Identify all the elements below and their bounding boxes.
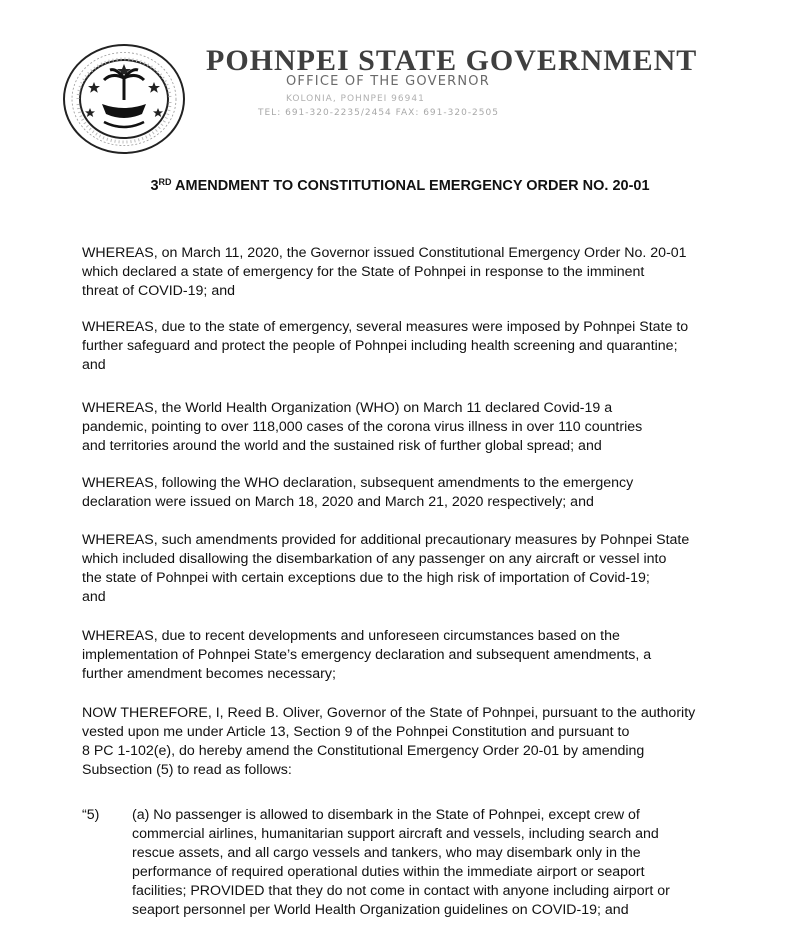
subsection-number: “5)	[82, 807, 100, 823]
whereas-paragraph-6	[82, 627, 732, 684]
subsection-line: (a) No passenger is allowed to disembark in the State of Pohnpei, except crew of	[132, 807, 640, 823]
letterhead-office: OFFICE OF THE GOVERNOR	[286, 74, 490, 89]
paragraph-line: vested upon me under Article 13, Section 9 of the Pohnpei Constitution and pursuant to	[82, 724, 630, 740]
subsection-5-text	[132, 806, 752, 920]
subsection-line: seaport personnel per World Health Organization guidelines on COVID-19; and	[132, 902, 629, 918]
paragraph-line: 8 PC 1-102(e), do hereby amend the Constitutional Emergency Order 20-01 by amending	[82, 743, 645, 759]
paragraph-line: WHEREAS, following the WHO declaration, subsequent amendments to the emergency	[82, 475, 634, 491]
subsection-line: rescue assets, and all cargo vessels and tankers, who may disembark only in the	[132, 845, 641, 861]
paragraph-line: declaration were issued on March 18, 2020 and March 21, 2020 respectively; and	[82, 494, 594, 510]
letterhead-address: KOLONIA, POHNPEI 96941	[286, 94, 425, 104]
paragraph-line: WHEREAS, on March 11, 2020, the Governor issued Constitutional Emergency Order No. 20-01	[82, 245, 687, 261]
whereas-paragraph-5	[82, 531, 732, 607]
whereas-paragraph-1	[82, 244, 732, 301]
paragraph-line: Subsection (5) to read as follows:	[82, 762, 292, 778]
paragraph-line: which declared a state of emergency for the State of Pohnpei in response to the imminent	[82, 264, 645, 280]
now-therefore-paragraph	[82, 704, 732, 780]
paragraph-line: and	[82, 357, 106, 373]
paragraph-line: implementation of Pohnpei State’s emergency declaration and subsequent amendments, a	[82, 647, 652, 663]
paragraph-line: and	[82, 589, 106, 605]
paragraph-line: pandemic, pointing to over 118,000 cases of the corona virus illness in over 110 countries	[82, 419, 643, 435]
title-text: AMENDMENT TO CONSTITUTIONAL EMERGENCY ORDER NO. 20-01	[171, 178, 650, 194]
paragraph-line: threat of COVID-19; and	[82, 283, 235, 299]
title-ordinal: 3	[150, 178, 159, 194]
state-seal-icon	[60, 42, 188, 156]
whereas-paragraph-4	[82, 474, 732, 512]
subsection-line: commercial airlines, humanitarian support aircraft and vessels, including search and	[132, 826, 659, 842]
subsection-line: performance of required operational duties within the immediate airport or seaport	[132, 864, 645, 880]
paragraph-line: WHEREAS, due to recent developments and unforeseen circumstances based on the	[82, 628, 620, 644]
paragraph-line: NOW THEREFORE, I, Reed B. Oliver, Governor of the State of Pohnpei, pursuant to the authority	[82, 705, 696, 721]
paragraph-line: WHEREAS, such amendments provided for additional precautionary measures by Pohnpei State	[82, 532, 690, 548]
paragraph-line: which included disallowing the disembarkation of any passenger on any aircraft or vessel into	[82, 551, 667, 567]
whereas-paragraph-2	[82, 318, 732, 375]
paragraph-line: WHEREAS, due to the state of emergency, several measures were imposed by Pohnpei State to	[82, 319, 689, 335]
letterhead-contact: TEL: 691-320-2235/2454 FAX: 691-320-2505	[258, 108, 499, 118]
document-title	[0, 178, 800, 194]
paragraph-line: WHEREAS, the World Health Organization (WHO) on March 11 declared Covid-19 a	[82, 400, 613, 416]
title-ordinal-suffix: RD	[158, 177, 172, 187]
letterhead-government-name: POHNPEI STATE GOVERNMENT	[206, 44, 698, 77]
paragraph-line: further safeguard and protect the people of Pohnpei including health screening and quarantine;	[82, 338, 678, 354]
paragraph-line: the state of Pohnpei with certain exceptions due to the high risk of importation of Covid-19;	[82, 570, 650, 586]
whereas-paragraph-3	[82, 399, 732, 456]
subsection-line: facilities; PROVIDED that they do not come in contact with anyone including airport or	[132, 883, 670, 899]
paragraph-line: further amendment becomes necessary;	[82, 666, 336, 682]
paragraph-line: and territories around the world and the sustained risk of further global spread; and	[82, 438, 602, 454]
